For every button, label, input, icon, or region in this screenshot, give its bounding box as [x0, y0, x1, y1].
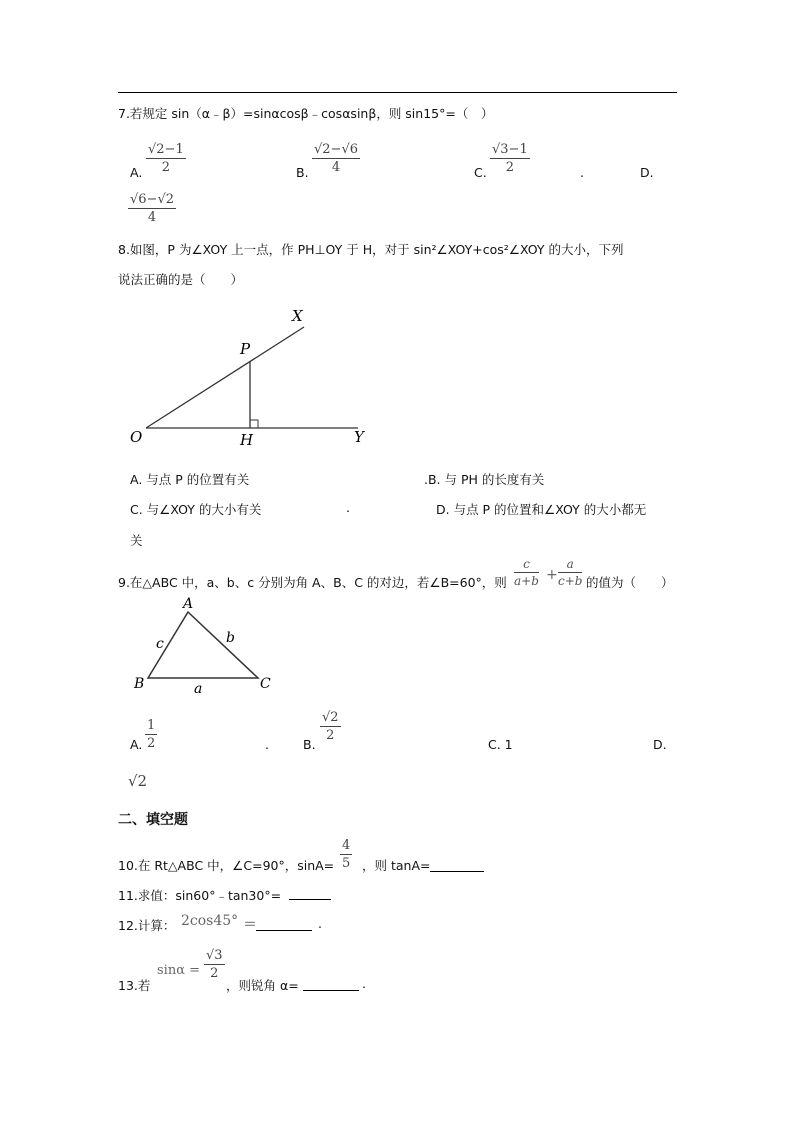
q7-option-c-denominator: 2 [505, 160, 514, 175]
q11-stem: 11.求值：sin60°﹣tan30°= [118, 888, 282, 903]
q9-option-b-fraction [320, 710, 341, 743]
right-angle-mark [250, 420, 258, 428]
q11-answer-blank[interactable] [289, 886, 331, 900]
label-vertex-a: A [183, 596, 194, 612]
q12-expression: 2cos45° [181, 913, 239, 929]
q13-text-pre: 13.若 [118, 978, 151, 993]
label-o: O [130, 428, 143, 446]
q8-option-c-dot: . [346, 500, 350, 515]
ray-ox [146, 327, 304, 428]
fraction-bar [558, 572, 582, 573]
q7-option-c-numerator: √3−1 [492, 142, 528, 157]
q7-option-c-fraction [490, 142, 530, 175]
q9-fraction-a-denominator: c+b [558, 574, 583, 588]
q9-fraction-c-denominator: a+b [514, 574, 539, 588]
label-x: X [292, 307, 303, 325]
q9-option-c: C. 1 [488, 737, 513, 752]
q7-option-b-numerator: √2−√6 [314, 142, 359, 157]
section-title: 二、填空题 [118, 812, 188, 828]
fraction-bar [204, 964, 225, 965]
q13-fraction [204, 948, 225, 981]
q13-text-post: ，则锐角 α= [226, 978, 299, 993]
q13-text-end: . [362, 976, 366, 991]
fraction-bar [312, 158, 360, 159]
fraction-bar [128, 208, 176, 209]
q9-stem-pre: 9.在△ABC 中，a、b、c 分别为角 A、B、C 的对边，若∠B=60°，则 [118, 575, 507, 590]
q9-option-d-value: √2 [128, 772, 148, 790]
q10-denominator: 5 [342, 856, 351, 871]
q13-expression: sinα = [157, 963, 201, 978]
q9-plus: + [546, 567, 558, 583]
q9-fraction-a-numerator: a [566, 557, 574, 571]
q7-stem: 7.若规定 sin（α﹣β）=sinαcosβ﹣cosαsinβ，则 sin15°=（ ） [118, 106, 494, 121]
q10-text-pre: 10.在 Rt△ABC 中，∠C=90°，sinA= [118, 858, 335, 873]
q8-option-b: .B. 与 PH 的长度有关 [424, 472, 545, 487]
label-h: H [240, 431, 254, 449]
q12-equals: ＝ [243, 917, 257, 933]
q7-option-b-label: B. [296, 165, 309, 180]
q13-numerator: √3 [206, 948, 223, 963]
q9-fraction-a [558, 557, 582, 588]
q10-text-post: ，则 tanA= [362, 858, 431, 873]
label-side-b: b [226, 630, 235, 646]
q7-option-c-label: C. [474, 165, 487, 180]
q7-option-a-denominator: 2 [161, 160, 170, 175]
q7-option-a-fraction [146, 142, 186, 175]
q9-option-b-label: B. [303, 737, 316, 752]
q10-answer-blank[interactable] [430, 858, 484, 872]
q9-option-a-numerator: 1 [147, 718, 156, 733]
q7-option-b-denominator: 4 [331, 160, 341, 175]
fraction-bar [146, 158, 186, 159]
q7-option-d-fraction [128, 192, 176, 225]
triangle-abc [148, 612, 258, 678]
q10-numerator: 4 [342, 838, 351, 853]
fraction-bar [514, 572, 539, 573]
q9-option-a-label: A. [130, 737, 143, 752]
q9-fraction-c-numerator: c [523, 557, 530, 571]
label-side-a: a [194, 681, 203, 697]
label-vertex-c: C [260, 676, 271, 692]
header-rule [118, 92, 677, 93]
q13-answer-blank[interactable] [303, 977, 359, 991]
q9-option-a-dot: . [265, 737, 269, 752]
fraction-bar [490, 158, 530, 159]
q9-option-d-label: D. [653, 737, 667, 752]
fraction-bar [340, 854, 352, 855]
q7-option-d-denominator: 4 [147, 210, 157, 225]
q9-option-b-denominator: 2 [326, 728, 335, 743]
q8-option-d-line2: 关 [130, 533, 143, 548]
q7-dot: . [580, 165, 584, 180]
q7-option-a-label: A. [130, 165, 143, 180]
q10-stem [118, 856, 334, 874]
label-side-c: c [156, 636, 164, 652]
fraction-bar [145, 734, 157, 735]
label-y: Y [354, 428, 364, 446]
fraction-bar [320, 726, 341, 727]
q12-answer-blank[interactable] [256, 916, 312, 931]
q12-text-pre: 12.计算： [118, 918, 176, 933]
q7-option-a-numerator: √2−1 [148, 142, 184, 157]
q12-text-post: . [318, 916, 322, 931]
q9-fraction-c [514, 557, 539, 588]
q9-option-a-denominator: 2 [147, 736, 156, 751]
q9-stem-post: 的值为（ ） [586, 575, 674, 590]
q7-option-b-fraction [312, 142, 360, 175]
q10-fraction [340, 838, 352, 871]
q8-option-d-line1: D. 与点 P 的位置和∠XOY 的大小都无 [436, 502, 647, 517]
q7-option-d-label: D. [640, 165, 654, 180]
q8-option-c: C. 与∠XOY 的大小有关 [130, 502, 262, 517]
q9-triangle-figure [128, 592, 288, 698]
q8-stem-line1: 8.如图，P 为∠XOY 上一点，作 PH⊥OY 于 H，对于 sin²∠XOY+cos²∠XOY 的大小，下列 [118, 242, 624, 257]
q7-option-d-numerator: √6−√2 [130, 192, 175, 207]
q9-option-b-numerator: √2 [322, 710, 339, 725]
q8-option-a: A. 与点 P 的位置有关 [130, 472, 250, 487]
label-p: P [240, 340, 251, 358]
q8-angle-figure [126, 300, 376, 455]
q13-denominator: 2 [210, 966, 219, 981]
q9-option-a-fraction [145, 718, 157, 751]
label-vertex-b: B [134, 676, 145, 692]
q8-stem-line2: 说法正确的是（ ） [118, 272, 244, 287]
